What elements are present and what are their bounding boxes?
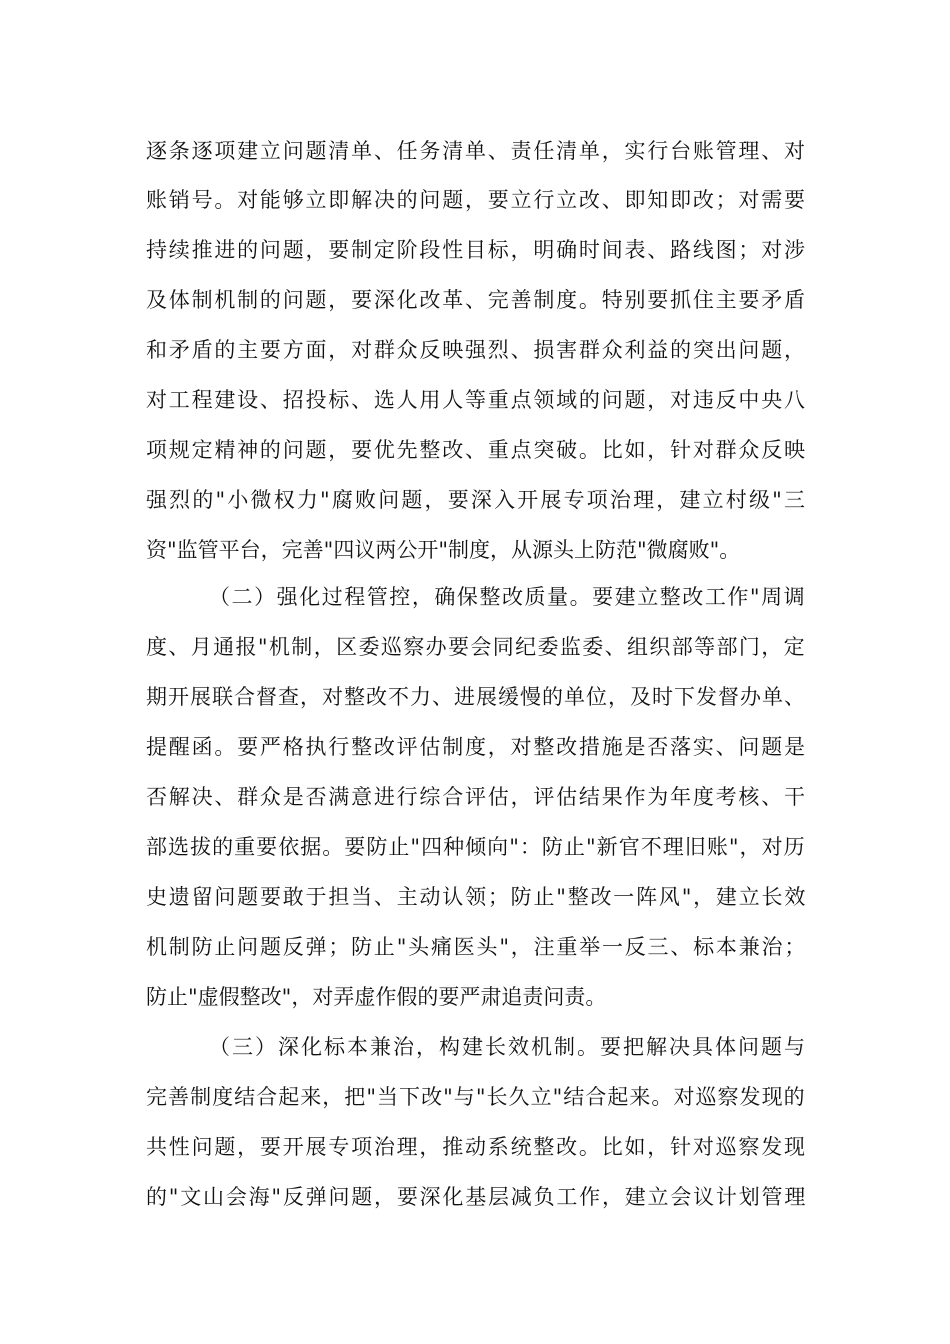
paragraph-2-line: 机制防止问题反弹；防止"头痛医头"，注重举一反三、标本兼治； — [146, 935, 808, 959]
paragraph-1-line: 和矛盾的主要方面，对群众反映强烈、损害群众利益的突出问题， — [146, 338, 807, 362]
paragraph-1-line: 逐条逐项建立问题清单、任务清单、责任清单，实行台账管理、对 — [146, 139, 807, 163]
paragraph-2-line: （二）强化过程管控，确保整改质量。要建立整改工作"周调 — [209, 585, 807, 609]
paragraph-2-line: 期开展联合督查，对整改不力、进展缓慢的单位，及时下发督办单、 — [146, 685, 806, 709]
paragraph-2-line: 部选拔的重要依据。要防止"四种倾向"：防止"新官不理旧账"，对历 — [146, 835, 806, 859]
paragraph-3-line: 完善制度结合起来，把"当下改"与"长久立"结合起来。对巡察发现的 — [146, 1085, 806, 1109]
paragraph-2-line: 度、月通报"机制，区委巡察办要会同纪委监委、组织部等部门，定 — [146, 635, 807, 659]
paragraph-1-line: 账销号。对能够立即解决的问题，要立行立改、即知即改；对需要 — [146, 188, 807, 212]
paragraph-1-line: 持续推进的问题，要制定阶段性目标，明确时间表、路线图；对涉 — [146, 238, 807, 262]
paragraph-2-line: 防止"虚假整改"，对弄虚作假的要严肃追责问责。 — [146, 985, 607, 1009]
paragraph-1-line: 对工程建设、招投标、选人用人等重点领域的问题，对违反中央八 — [146, 388, 807, 412]
paragraph-2-line: 史遗留问题要敢于担当、主动认领；防止"整改一阵风"，建立长效 — [146, 885, 808, 909]
paragraph-2-line: 提醒函。要严格执行整改评估制度，对整改措施是否落实、问题是 — [146, 735, 807, 759]
paragraph-1-line: 强烈的"小微权力"腐败问题，要深入开展专项治理，建立村级"三 — [146, 488, 808, 512]
paragraph-3-line: （三）深化标本兼治，构建长效机制。要把解决具体问题与 — [209, 1035, 807, 1059]
paragraph-2-line: 否解决、群众是否满意进行综合评估，评估结果作为年度考核、干 — [146, 785, 807, 809]
paragraph-1-line: 及体制机制的问题，要深化改革、完善制度。特别要抓住主要矛盾 — [146, 288, 807, 312]
paragraph-1-line: 资"监管平台，完善"四议两公开"制度，从源头上防范"微腐败"。 — [146, 538, 741, 562]
paragraph-3-line: 共性问题，要开展专项治理，推动系统整改。比如，针对巡察发现 — [146, 1135, 807, 1159]
paragraph-1-line: 项规定精神的问题，要优先整改、重点突破。比如，针对群众反映 — [146, 438, 807, 462]
paragraph-3-line: 的"文山会海"反弹问题，要深化基层减负工作，建立会议计划管理 — [146, 1185, 808, 1209]
